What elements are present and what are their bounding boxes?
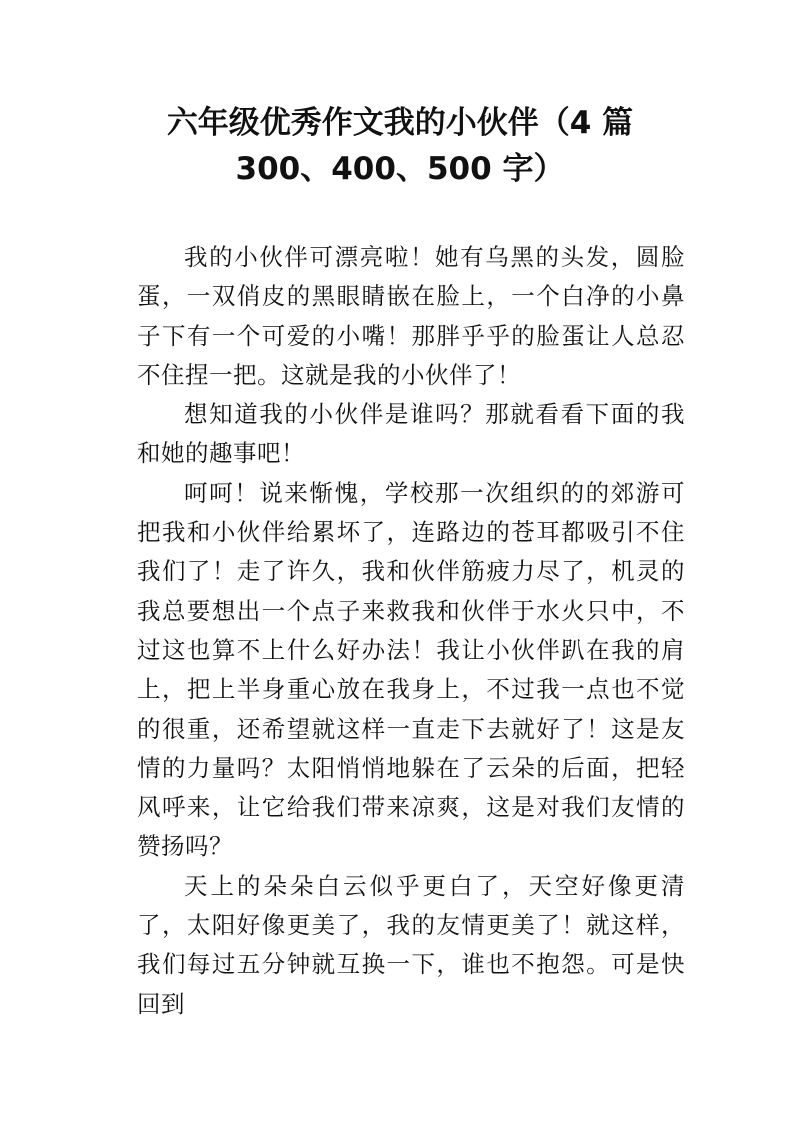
essay-body — [137, 238, 685, 1024]
title-line-2: 300、400、500 字） — [235, 151, 565, 187]
paragraph-2: 想知道我的小伙伴是谁吗？那就看看下面的我和她的趣事吧！ — [137, 400, 685, 468]
document-title — [100, 100, 700, 192]
paragraph-4: 天上的朵朵白云似乎更白了，天空好像更清了，太阳好像更美了，我的友情更美了！就这样，我们每过五分钟就互换一下，谁也不抱怨。可是快回到 — [137, 871, 685, 1018]
paragraph-3: 呵呵！说来惭愧，学校那一次组织的的郊游可把我和小伙伴给累坏了，连路边的苍耳都吸引不住我们了！走了许久，我和伙伴筋疲力尽了，机灵的我总要想出一个点子来救我和伙伴于水火只中，不过这也算不上什么好办法！我让小伙伴趴在我的肩上，把上半身重心放在我身上，不过我一点也不觉的很重，还希望就这样一直走下去就好了！这是友情的力量吗？太阳悄悄地躲在了云朵的后面，把轻风呼来，让它给我们带来凉爽，这是对我们友情的赞扬吗？ — [137, 478, 685, 861]
paragraph-1: 我的小伙伴可漂亮啦！她有乌黑的头发，圆脸蛋，一双俏皮的黑眼睛嵌在脸上，一个白净的小鼻子下有一个可爱的小嘴！那胖乎乎的脸蛋让人总忍不住捏一把。这就是我的小伙伴了！ — [137, 243, 685, 389]
title-line-1: 六年级优秀作文我的小伙伴（4 篇 — [166, 105, 634, 141]
